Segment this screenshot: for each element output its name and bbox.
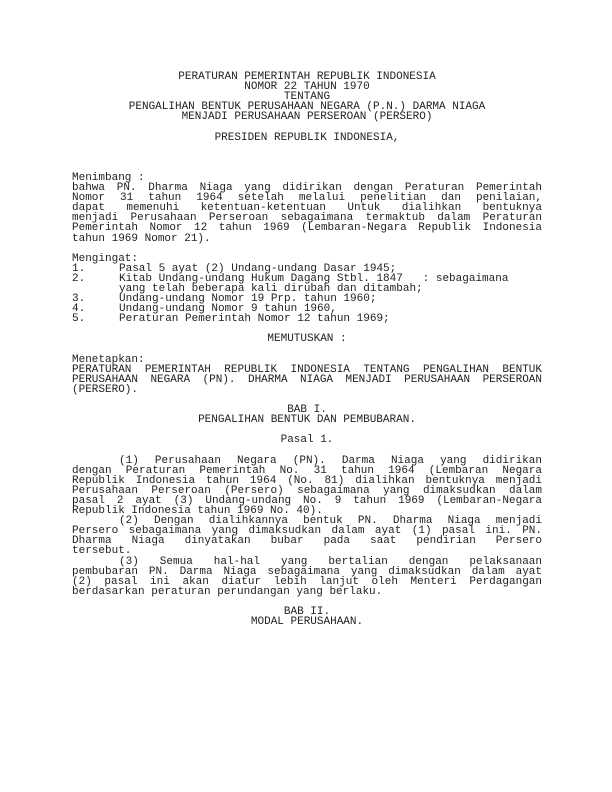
list-number: 3. (72, 293, 86, 306)
document-page (72, 72, 542, 627)
text-line: dengan Peraturan Pemerintah No. 31 tahun 1964 (Lembaran Negara (72, 464, 542, 477)
text-line: (PERSERO). (72, 383, 139, 396)
text-line: Persero sebagaimana yang dimaksudkan dalam ayat (1) pasal ini. PN. (72, 525, 542, 538)
mengingat-section (72, 254, 542, 325)
list-text: Peraturan Pemerintah Nomor 12 tahun 1969; (119, 313, 390, 326)
text-line: berdasarkan peraturan perundangan yang berlaku. (72, 585, 383, 598)
title-line: MENJADI PERUSAHAAN PERSEROAN (PERSERO) (181, 111, 433, 124)
paragraph-1 (72, 456, 542, 517)
paragraph-2 (72, 516, 542, 556)
menetapkan-label: Menetapkan: (72, 353, 145, 366)
text-line: pembubaran PN. Darma Niaga sebagaimana yang dimaksudkan dalam ayat (72, 565, 542, 578)
president-heading: PRESIDEN REPUBLIK INDONESIA, (214, 131, 400, 144)
list-number: 5. (72, 313, 86, 326)
menimbang-label: Menimbang : (72, 171, 145, 184)
memutuskan-heading: MEMUTUSKAN : (267, 333, 347, 346)
bab-heading: BAB I. (287, 404, 327, 417)
text-line: Pemerintah Nomor 12 tahun 1969 (Lembaran-Negara Republik Indonesia (72, 222, 542, 235)
list-text: Pasal 5 ayat (2) Undang-undang Dasar 1945; (119, 262, 397, 275)
text-line: PERUSAHAAN NEGARA (PN). DHARMA NIAGA MENJADI PERUSAHAAN PERSEROAN (72, 373, 542, 386)
text-line: (2) Dengan dialihkannya bentuk PN. Dharma Niaga menjadi (119, 515, 542, 528)
text-line: tahun 1969 Nomor 21). (72, 232, 211, 245)
mengingat-label: Mengingat: (72, 252, 139, 265)
menetapkan-section (72, 355, 542, 395)
pasal-heading: Pasal 1. (280, 434, 334, 447)
text-line: tersebut. (72, 545, 132, 558)
list-number: 1. (72, 262, 86, 275)
document-title (72, 72, 542, 122)
bab-title: PENGALIHAN BENTUK DAN PEMBUBARAN. (198, 414, 416, 427)
list-item (72, 314, 542, 324)
text-line: Perusahaan Perseroan (Persero) sebagaimana yang dimaksudkan dalam (72, 484, 542, 497)
text-line: Dharma Niaga dinyatakan bubar pada saat pendirian Persero (72, 535, 542, 548)
menimbang-section (72, 173, 542, 244)
text-line: (3) Semua hal-hal yang bertalian dengan pelaksanaan (119, 555, 542, 568)
text-line: PERATURAN PEMERINTAH REPUBLIK INDONESIA TENTANG PENGALIHAN BENTUK (72, 363, 542, 376)
list-text: yang telah beberapa kali dirubah dan ditambah; (119, 282, 423, 295)
paragraph-3 (72, 557, 542, 597)
title-line: TENTANG (283, 91, 331, 104)
text-line: (1) Perusahaan Negara (PN). Darma Niaga yang didirikan (119, 454, 542, 467)
text-line: pasal 2 ayat (3) Undang-undang No. 9 tahun 1969 (Lembaran-Negara (72, 494, 542, 507)
title-line: NOMOR 22 TAHUN 1970 (244, 81, 370, 94)
title-line: PERATURAN PEMERINTAH REPUBLIK INDONESIA (178, 71, 436, 83)
list-number: 4. (72, 303, 86, 316)
list-text: Undang-undang Nomor 19 Prp. tahun 1960; (119, 293, 377, 306)
bab-2-section (72, 607, 542, 627)
bab-1-section (72, 405, 542, 597)
text-line: bahwa PN. Dharma Niaga yang didirikan dengan Peraturan Pemerintah (72, 182, 542, 195)
title-line: PENGALIHAN BENTUK PERUSAHAAN NEGARA (P.N.) DARMA NIAGA (128, 101, 486, 114)
list-text: Kitab Undang-undang Hukum Dagang Stbl. 1847 : sebagaimana (119, 272, 509, 285)
text-line: menjadi Perusahaan Perseroan sebagaimana termaktub dalam Peraturan (72, 212, 542, 225)
bab-title: MODAL PERUSAHAAN. (250, 616, 364, 629)
list-number: 2. (72, 272, 86, 285)
text-line: Republik Indonesia tahun 1964 (No. 81) dialihkan bentuknya menjadi (72, 474, 542, 487)
text-line: Nomor 31 tahun 1964 setelah melalui penelitian dan penilaian, (72, 192, 542, 205)
bab-heading: BAB II. (283, 605, 331, 618)
text-line: Republik Indonesia tahun 1969 No. 40). (72, 505, 323, 518)
text-line: (2) pasal ini akan diatur lebih lanjut oleh Menteri Perdagangan (72, 575, 542, 588)
list-text: Undang-undang Nomor 9 tahun 1960, (119, 303, 337, 316)
text-line: dapat memenuhi ketentuan-ketentuan Untuk dialihkan bentuknya (72, 202, 542, 215)
